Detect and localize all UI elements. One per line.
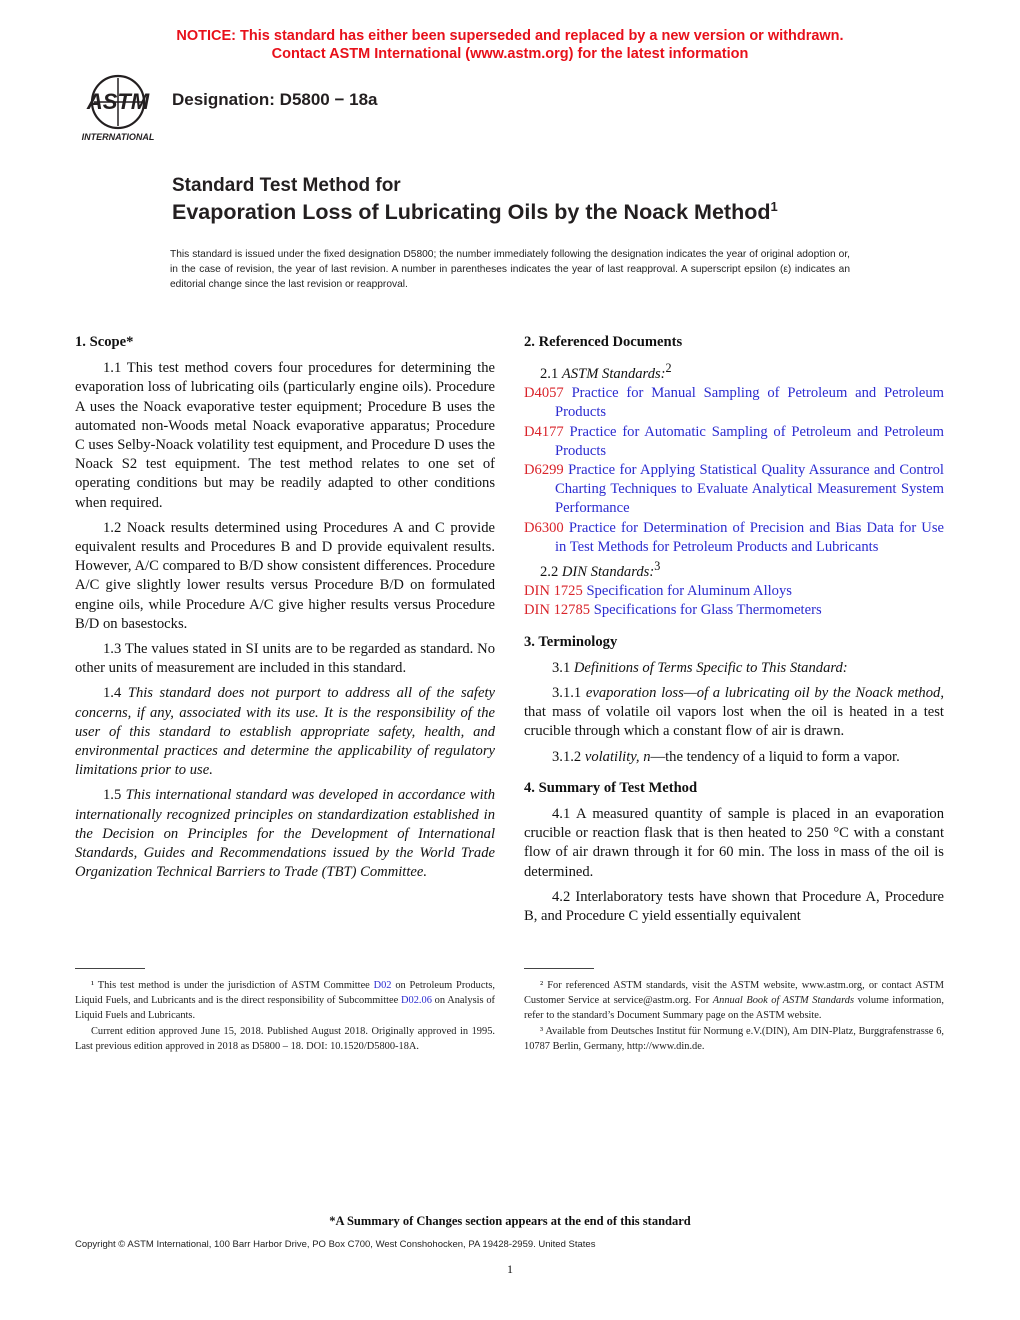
footnote-2-text-b: volume information, refer to the standard’s Document Summary page on the ASTM website. <box>524 995 944 1022</box>
scope-heading: 1. Scope* <box>75 334 134 350</box>
din-label-sup: 3 <box>654 559 661 574</box>
terminology-3-1-2-definition: —the tendency of a liquid to form a vapor. <box>650 748 900 765</box>
astm-reference-item <box>524 519 944 557</box>
footnotes-left <box>75 978 495 1054</box>
footnote-2-text-a: ² For referenced ASTM standards, visit the ASTM website, www.astm.org, or contact ASTM Customer Service at service@astm.org. For <box>524 980 944 1007</box>
footnote-3: ³ Available from Deutsches Institut für Normung e.V.(DIN), Am DIN-Platz, Burggrafenstrasse 6, 10787 Berlin, Germany, http://www.din.de. <box>524 1025 944 1052</box>
footnote-edition: Current edition approved June 15, 2018. Published August 2018. Originally approved in 1995. Last previous edition approved in 2018 as D5800 – 18. DOI: 10.1520/D5800-18A. <box>75 1025 495 1052</box>
terminology-3-1-2-term: volatility, n <box>584 748 651 765</box>
terminology-heading: 3. Terminology <box>524 633 618 650</box>
terminology-3-1-number: 3.1 <box>552 659 574 676</box>
astm-reference-code-link[interactable]: D4057 <box>524 385 564 402</box>
astm-reference-title-link[interactable]: Practice for Applying Statistical Quality Assurance and Control Charting Techniques to Evaluate Analytical Measurement System Performance <box>555 462 944 517</box>
copyright-line: Copyright © ASTM International, 100 Barr Harbor Drive, PO Box C700, West Conshohocken, PA 19428-2959. United States <box>75 1239 596 1250</box>
astm-reference-title-link[interactable]: Practice for Determination of Precision and Bias Data for Use in Test Methods for Petroleum Products and Lubricants <box>555 519 944 555</box>
astm-logo <box>72 72 164 144</box>
astm-label-sup: 2 <box>665 361 672 376</box>
astm-label-number: 2.1 <box>540 366 562 383</box>
summary-of-changes-notice: *A Summary of Changes section appears at the end of this standard <box>329 1214 691 1228</box>
terminology-3-1-1-term: evaporation loss—of a lubricating oil by the Noack method <box>585 684 941 701</box>
left-column <box>75 333 495 888</box>
astm-reference-title-link[interactable]: Practice for Manual Sampling of Petroleum and Petroleum Products <box>555 385 944 421</box>
din-reference-item <box>524 582 944 601</box>
terminology-3-1-2-number: 3.1.2 <box>552 748 585 765</box>
summary-4-1: 4.1 A measured quantity of sample is placed in an evaporation crucible or reaction flask that is then heated to 250 °C with a constant flow of air drawn through it for 60 min. The loss in mass of the oil is determined. <box>524 805 944 880</box>
issuance-note: This standard is issued under the fixed designation D5800; the number immediately following the designation indicates the year of original adoption or, in the case of revision, the year of last revision. A number in parentheses indicates the year of last reapproval. A superscript epsilon (ε) indicates an editorial change since the last revision or reapproval. <box>170 249 850 291</box>
title-footnote-mark: 1 <box>770 199 778 214</box>
references-heading: 2. Referenced Documents <box>524 334 683 350</box>
terminology-3-1 <box>524 659 944 678</box>
footnote-rule-left <box>75 968 145 969</box>
astm-reference-code-link[interactable]: D4177 <box>524 423 564 440</box>
notice-line-1: NOTICE: This standard has either been superseded and replaced by a new version or withdrawn. <box>176 28 844 44</box>
terminology-3-1-text: Definitions of Terms Specific to This Standard: <box>573 659 848 676</box>
withdrawal-notice <box>0 27 1020 63</box>
scope-1-5-text: This international standard was developed in accordance with internationally recognized principles on standardization established in the Decision on Principles for the Development of International Standards, Guides and Recommendations issued by the World Trade Organization Technical Barriers to Trade (TBT) Committee. <box>75 787 496 881</box>
footnote-2 <box>524 978 944 1024</box>
summary-4-2: 4.2 Interlaboratory tests have shown that Procedure A, Procedure B, and Procedure C yield essentially equivalent <box>524 888 944 924</box>
din-reference-title-link[interactable]: Specifications for Glass Thermometers <box>593 602 822 619</box>
astm-reference-code-link[interactable]: D6299 <box>524 462 564 479</box>
astm-reference-item <box>524 423 944 461</box>
din-reference-code-link[interactable]: DIN 12785 <box>524 602 591 619</box>
summary-heading: 4. Summary of Test Method <box>524 779 698 796</box>
title-line-2 <box>172 199 778 225</box>
footnote-2-book-title: Annual Book of ASTM Standards <box>712 995 855 1007</box>
astm-standards-label <box>524 359 944 384</box>
scope-1-1: 1.1 This test method covers four procedures for determining the evaporation loss of lubricating oils (particularly engine oils). Procedure A uses the Noack evaporative tester equipment; Procedure B uses the automated non-Woods metal Noack evaporative apparatus; Procedure C uses Selby-Noack volatility test equipment, and Procedure D uses the Noack S2 test equipment. The test method relates to one set of operating conditions but may be readily adapted to other conditions when required. <box>75 360 495 511</box>
astm-label-text: ASTM Standards: <box>561 366 666 383</box>
din-label-text: DIN Standards: <box>561 563 655 580</box>
scope-1-5 <box>75 786 495 882</box>
footnotes-right <box>524 978 944 1054</box>
footnote-1 <box>75 978 495 1024</box>
right-column <box>524 333 944 932</box>
scope-1-2: 1.2 Noack results determined using Procedures A and C provide equivalent results and Procedures B and D provide equivalent results. However, A/C compared to B/D show consistent differences. Procedure A/C give slightly lower results versus Procedure B/D on formulated engine oils, while Procedure A/C give higher results versus Procedure B/D on basestocks. <box>75 519 495 632</box>
scope-1-5-number: 1.5 <box>103 787 126 804</box>
din-reference-title-link[interactable]: Specification for Aluminum Alloys <box>586 583 792 600</box>
logo-mark: ASTM <box>86 89 150 114</box>
scope-1-4-number: 1.4 <box>103 685 128 702</box>
din-label-number: 2.2 <box>540 563 562 580</box>
din-reference-list <box>524 582 944 620</box>
logo-subtext: INTERNATIONAL <box>81 132 155 142</box>
subcommittee-d02-06-link[interactable]: D02.06 <box>401 995 432 1007</box>
footnote-1-text-c: on Analysis of Liquid Fuels and Lubricants. <box>75 995 495 1022</box>
astm-reference-title-link[interactable]: Practice for Automatic Sampling of Petroleum and Petroleum Products <box>555 423 944 459</box>
din-reference-code-link[interactable]: DIN 1725 <box>524 583 583 600</box>
notice-line-2: Contact ASTM International (www.astm.org) for the latest information <box>271 46 749 62</box>
footnote-rule-right <box>524 968 594 969</box>
committee-d02-link[interactable]: D02 <box>373 980 392 991</box>
page-number: 1 <box>507 1262 513 1276</box>
footnote-1-text-b: on Petroleum Products, Liquid Fuels, and Lubricants and is the direct responsibility of Subcommittee <box>75 980 495 1007</box>
din-reference-item <box>524 601 944 620</box>
terminology-3-1-1-number: 3.1.1 <box>552 684 586 701</box>
astm-reference-item <box>524 384 944 422</box>
scope-1-3: 1.3 The values stated in SI units are to be regarded as standard. No other units of measurement are included in this standard. <box>75 641 495 677</box>
title-text: Evaporation Loss of Lubricating Oils by the Noack Method <box>172 200 771 225</box>
footnote-1-text-a: ¹ This test method is under the jurisdiction of ASTM Committee <box>91 980 374 991</box>
din-standards-label <box>524 557 944 582</box>
terminology-3-1-1-definition: , that mass of volatile oil vapors lost when the oil is heated in a test crucible through which a constant flow of air is drawn. <box>524 684 944 740</box>
astm-reference-list <box>524 384 944 557</box>
scope-1-4-text: This standard does not purport to address all of the safety concerns, if any, associated with its use. It is the responsibility of the user of this standard to establish appropriate safety, health, and environmental practices and determine the applicability of regulatory limitations prior to use. <box>75 685 495 779</box>
astm-reference-item <box>524 461 944 519</box>
designation: Designation: D5800 − 18a <box>172 90 378 109</box>
scope-1-4 <box>75 684 495 780</box>
terminology-3-1-2 <box>524 748 944 767</box>
terminology-3-1-1 <box>524 684 944 742</box>
astm-reference-code-link[interactable]: D6300 <box>524 519 564 536</box>
title-line-1: Standard Test Method for <box>172 175 401 196</box>
